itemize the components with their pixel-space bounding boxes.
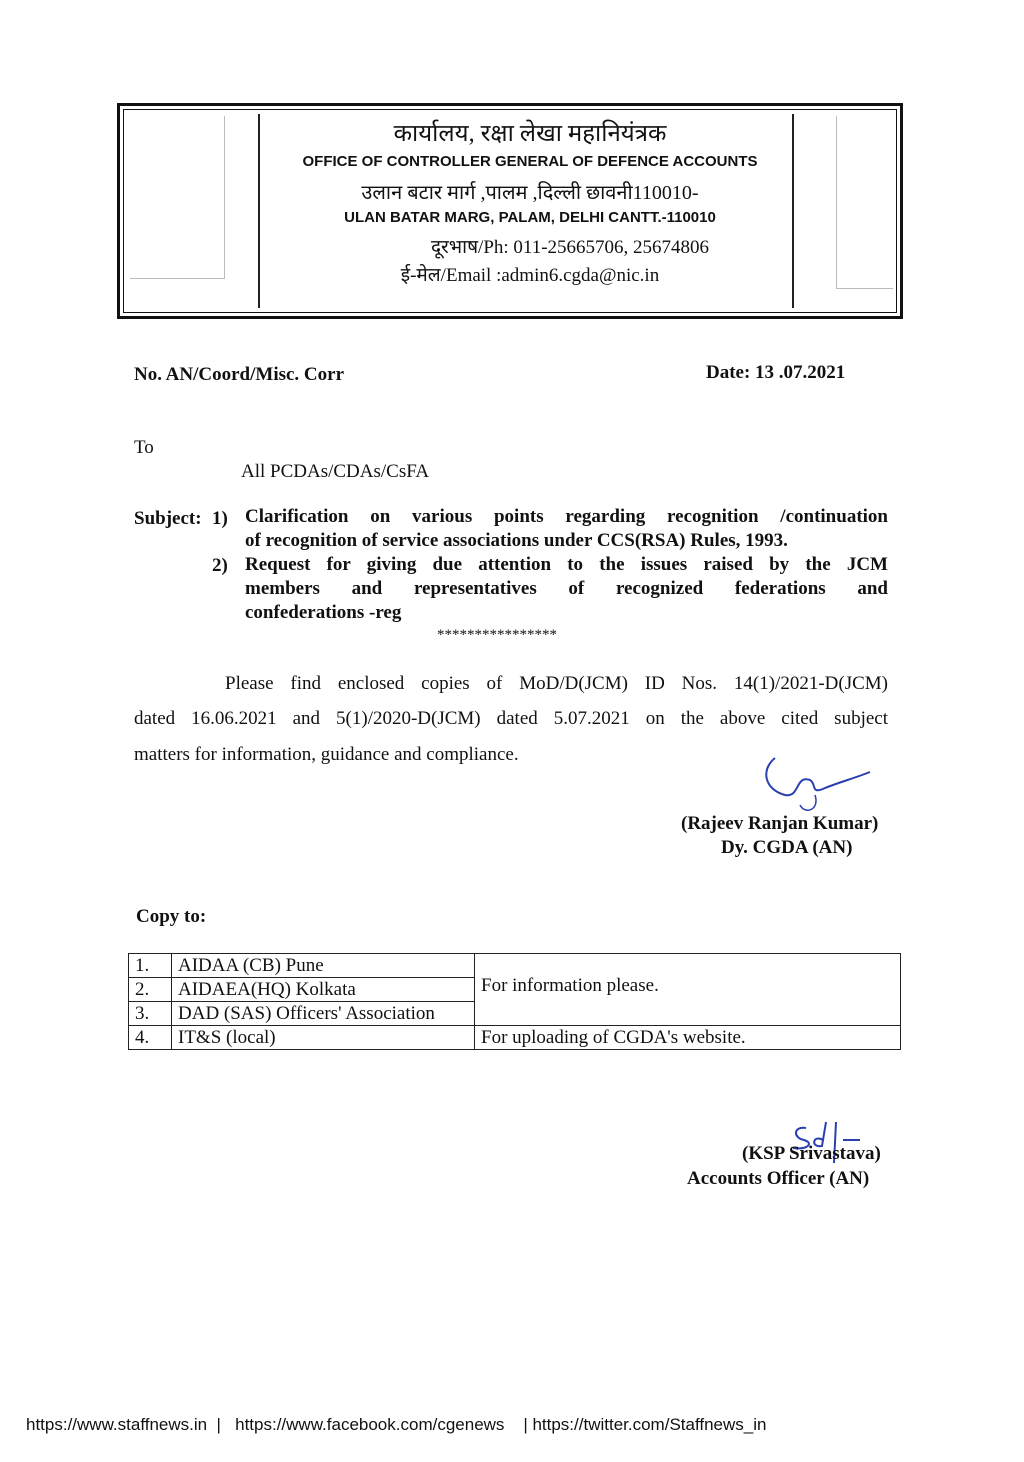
image-placeholder-left [130,116,225,279]
row-number: 4. [129,1026,172,1050]
reference-number: No. AN/Coord/Misc. Corr [134,364,345,385]
phone: दूरभाष/Ph: 011-25665706, 25674806 [430,237,710,258]
signatory2-designation: Accounts Officer (AN) [687,1168,870,1189]
copy-to-label: Copy to: [136,906,207,927]
signature-1 [755,750,880,820]
signatory1-designation: Dy. CGDA (AN) [721,837,853,858]
subject-item2-number: 2) [212,555,228,576]
body-line3: matters for information, guidance and compliance. [134,744,519,765]
subject-item2-line1: Request for giving due attention to the issues raised by the JCM [245,554,888,575]
separator: **************** [437,627,557,643]
hindi-address: उलान बटार मार्ग ,पालम ,दिल्ली छावनी110010- [361,182,699,204]
remark-upload: For uploading of CGDA's website. [475,1026,901,1050]
image-placeholder-right [836,116,893,289]
hindi-title: कार्यालय, रक्षा लेखा महानियंत्रक [393,121,667,147]
english-address: ULAN BATAR MARG, PALAM, DELHI CANTT.-110010 [344,209,716,226]
body-line2: dated 16.06.2021 and 5(1)/2020-D(JCM) dated 5.07.2021 on the above cited subject [134,708,888,729]
recipient-name: IT&S (local) [172,1026,475,1050]
table-row [129,1026,901,1050]
copy-to-table [128,953,901,1050]
row-number: 1. [129,954,172,978]
signatory2-name: (KSP Srivastava) [742,1143,881,1164]
table-row [129,954,901,978]
subject-item1-number: 1) [212,508,228,529]
subject-item1-line2: of recognition of service associations under CCS(RSA) Rules, 1993. [245,530,788,551]
body-line1: Please find enclosed copies of MoD/D(JCM) ID Nos. 14(1)/2021-D(JCM) [225,673,888,694]
subject-item2-line3: confederations -reg [245,602,402,623]
subject-item1-line1: Clarification on various points regarding recognition /continuation [245,506,888,527]
to-label: To [134,437,154,458]
row-number: 2. [129,978,172,1002]
email: ई-मेल/Email :admin6.cgda@nic.in [400,265,660,286]
date: Date: 13 .07.2021 [706,362,846,383]
row-number: 3. [129,1002,172,1026]
footer-links: https://www.staffnews.in | https://www.facebook.com/cgenews | https://twitter.com/Staffnews_in [26,1415,767,1434]
recipient-name: AIDAA (CB) Pune [172,954,475,978]
letterhead-box [117,103,903,319]
remark-info: For information please. [475,954,901,1026]
signatory1-name: (Rajeev Ranjan Kumar) [681,813,879,834]
recipient-name: DAD (SAS) Officers' Association [172,1002,475,1026]
subject-label: Subject: [134,508,202,529]
subject-item2-line2: members and representatives of recognized federations and [245,578,888,599]
english-title: OFFICE OF CONTROLLER GENERAL OF DEFENCE ACCOUNTS [302,153,758,170]
recipient: All PCDAs/CDAs/CsFA [241,461,430,482]
recipient-name: AIDAEA(HQ) Kolkata [172,978,475,1002]
